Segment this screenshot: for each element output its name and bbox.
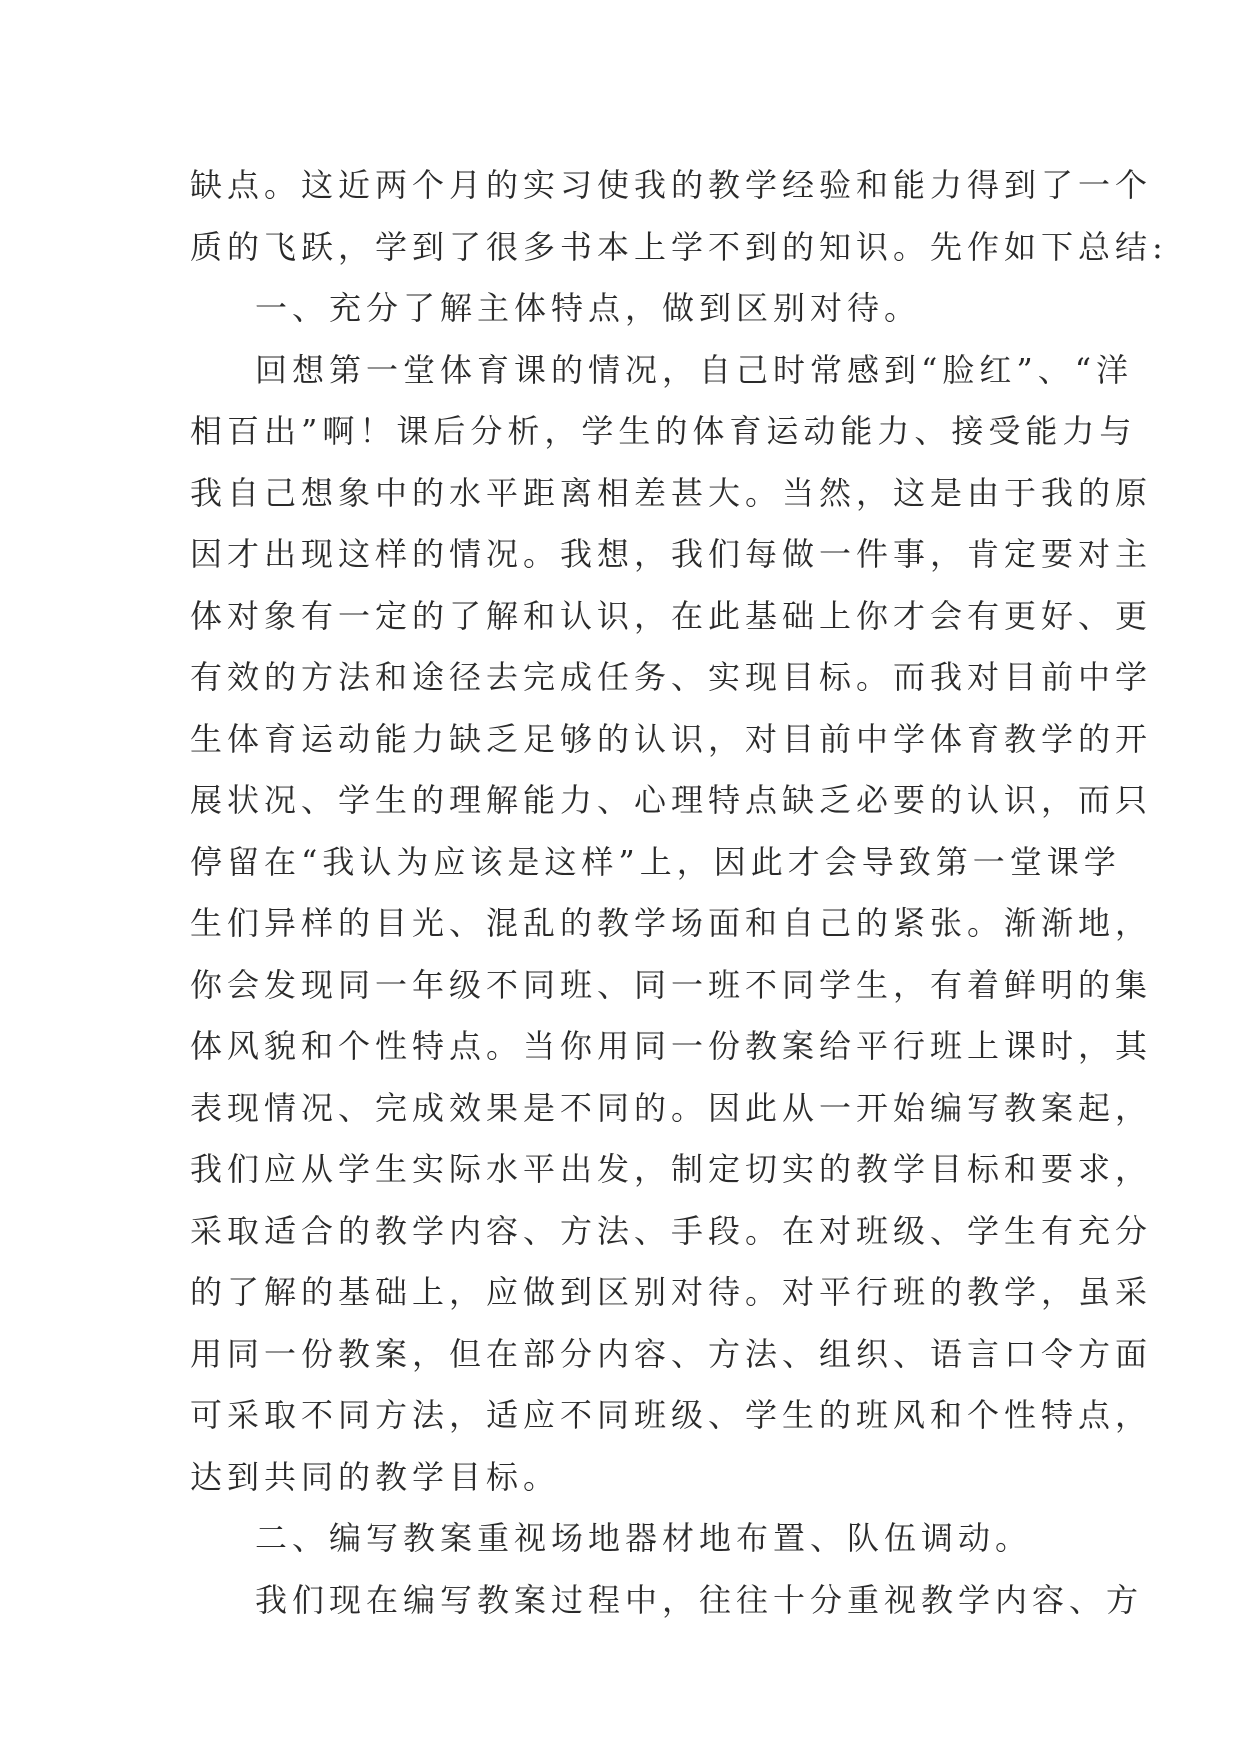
- text-line: 你会发现同一年级不同班、同一班不同学生，有着鲜明的集: [190, 965, 1153, 1004]
- text-line: 生们异样的目光、混乱的教学场面和自己的紧张。渐渐地，: [190, 904, 1153, 942]
- text-line: 相百出”啊！课后分析，学生的体育运动能力、接受能力与: [190, 412, 1137, 450]
- body-text: [190, 155, 1168, 1631]
- text-line: 我自己想象中的水平距离相差甚大。当然，这是由于我的原: [190, 473, 1153, 512]
- text-line: 回想第一堂体育课的情况，自己时常感到“脸红”、“洋: [255, 350, 1134, 389]
- text-line: 可采取不同方法，适应不同班级、学生的班风和个性特点，: [190, 1396, 1153, 1434]
- section-heading-1: 一、充分了解主体特点，做到区别对待。: [255, 289, 922, 327]
- text-line: 的了解的基础上，应做到区别对待。对平行班的教学，虽采: [190, 1273, 1153, 1311]
- text-line: 体风貌和个性特点。当你用同一份教案给平行班上课时，其: [190, 1027, 1153, 1065]
- text-line: 缺点。这近两个月的实习使我的教学经验和能力得到了一个: [190, 166, 1153, 204]
- text-line: 展状况、学生的理解能力、心理特点缺乏必要的认识，而只: [190, 781, 1153, 819]
- text-line: 体对象有一定的了解和认识，在此基础上你才会有更好、更: [190, 596, 1153, 635]
- section-heading-2: 二、编写教案重视场地器材地布置、队伍调动。: [255, 1519, 1033, 1557]
- text-line: 我们应从学生实际水平出发，制定切实的教学目标和要求，: [190, 1150, 1153, 1188]
- text-line: 停留在“我认为应该是这样”上，因此才会导致第一堂课学: [190, 842, 1121, 881]
- text-line: 用同一份教案，但在部分内容、方法、组织、语言口令方面: [190, 1334, 1153, 1373]
- text-line: 达到共同的教学目标。: [190, 1457, 561, 1496]
- text-line: 采取适合的教学内容、方法、手段。在对班级、学生有充分: [190, 1211, 1153, 1250]
- text-line: 因才出现这样的情况。我想，我们每做一件事，肯定要对主: [190, 535, 1153, 573]
- text-line: 有效的方法和途径去完成任务、实现目标。而我对目前中学: [190, 658, 1153, 696]
- text-line: 生体育运动能力缺乏足够的认识，对目前中学体育教学的开: [190, 719, 1153, 758]
- text-line: 质的飞跃，学到了很多书本上学不到的知识。先作如下总结:: [190, 227, 1168, 266]
- text-line: 表现情况、完成效果是不同的。因此从一开始编写教案起，: [190, 1088, 1153, 1127]
- text-line: 我们现在编写教案过程中，往往十分重视教学内容、方: [255, 1580, 1144, 1619]
